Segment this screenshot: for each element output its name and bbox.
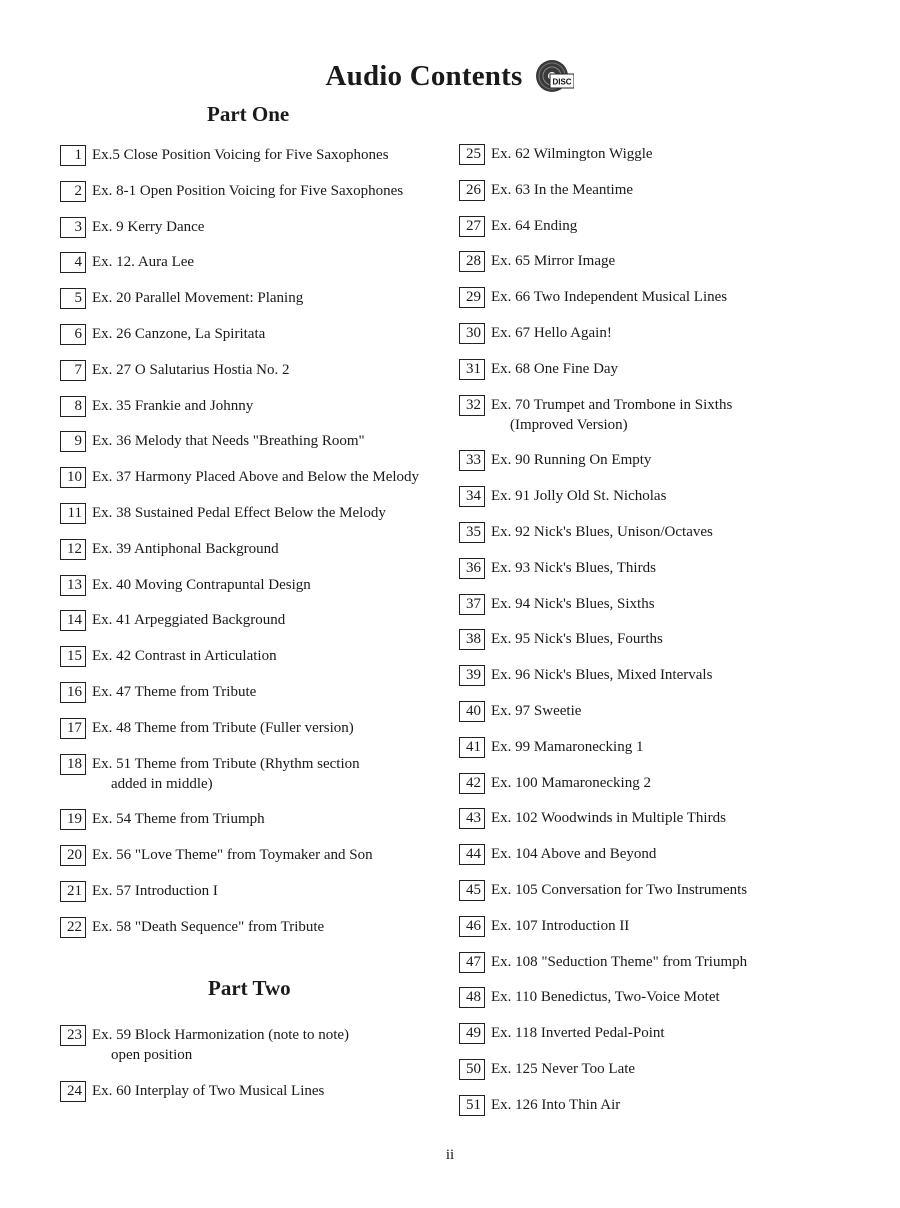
part-two-heading: Part Two xyxy=(208,976,291,1000)
track-title xyxy=(491,251,615,271)
track-title-line: Ex. 56 "Love Theme" from Toymaker and Son xyxy=(92,847,373,864)
track-number-box: 18 xyxy=(60,754,86,775)
track-title xyxy=(491,665,712,685)
track-number-box: 36 xyxy=(459,558,485,579)
track-item-51[interactable] xyxy=(459,1095,620,1116)
track-title xyxy=(92,181,403,201)
track-item-28[interactable] xyxy=(459,251,615,272)
track-title xyxy=(92,467,419,487)
track-title xyxy=(491,952,747,972)
track-number-box: 42 xyxy=(459,773,485,794)
track-item-2[interactable] xyxy=(60,181,403,202)
track-title xyxy=(92,881,218,901)
track-title xyxy=(491,450,651,470)
track-item-34[interactable] xyxy=(459,486,666,507)
track-item-21[interactable] xyxy=(60,881,218,902)
track-item-45[interactable] xyxy=(459,880,747,901)
track-number-box: 50 xyxy=(459,1059,485,1080)
track-title-line: Ex. 97 Sweetie xyxy=(491,703,582,719)
svg-text:DISC: DISC xyxy=(552,77,573,87)
track-title xyxy=(92,754,360,794)
track-item-40[interactable] xyxy=(459,701,581,722)
track-number-box: 29 xyxy=(459,287,485,308)
track-item-48[interactable] xyxy=(459,987,720,1008)
track-title-line: Ex. 94 Nick's Blues, Sixths xyxy=(491,595,655,612)
track-number-box: 12 xyxy=(60,539,86,560)
track-title xyxy=(92,917,324,937)
audio-disc-icon xyxy=(534,58,574,94)
track-number-box: 21 xyxy=(60,881,86,902)
track-title-line: Ex. 95 Nick's Blues, Fourths xyxy=(491,631,663,648)
track-item-26[interactable] xyxy=(459,180,633,201)
page-title: Audio Contents xyxy=(325,59,523,92)
track-title-line: Ex. 100 Mamaronecking 2 xyxy=(491,774,651,791)
track-title-line: Ex. 60 Interplay of Two Musical Lines xyxy=(92,1083,325,1099)
track-title xyxy=(92,396,253,416)
track-title-continuation: (Improved Version) xyxy=(510,416,628,433)
track-title xyxy=(491,216,577,236)
track-title xyxy=(491,180,633,200)
track-number-box: 24 xyxy=(60,1081,86,1102)
track-number-box: 45 xyxy=(459,880,485,901)
track-number-box: 9 xyxy=(60,431,86,452)
track-item-44[interactable] xyxy=(459,844,656,865)
track-item-1[interactable] xyxy=(60,145,389,166)
track-title-line: Ex. 62 Wilmington Wiggle xyxy=(491,146,653,162)
track-number-box: 46 xyxy=(459,916,485,937)
track-title-line: Ex. 38 Sustained Pedal Effect Below the Melody xyxy=(92,505,386,521)
track-title-line: Ex. 54 Theme from Triumph xyxy=(92,811,265,828)
track-item-24[interactable] xyxy=(60,1081,324,1102)
track-item-15[interactable] xyxy=(60,646,277,667)
track-number-box: 43 xyxy=(459,808,485,829)
track-number-box: 47 xyxy=(459,952,485,973)
track-number-box: 25 xyxy=(459,144,485,165)
track-item-4[interactable] xyxy=(60,252,194,273)
track-item-14[interactable] xyxy=(60,610,285,631)
track-title-line: Ex. 92 Nick's Blues, Unison/Octaves xyxy=(491,524,713,540)
track-title xyxy=(92,1025,349,1065)
track-number-box: 2 xyxy=(60,181,86,202)
track-title-line: Ex. 110 Benedictus, Two-Voice Motet xyxy=(491,989,720,1006)
track-item-39[interactable] xyxy=(459,665,712,686)
track-title xyxy=(92,324,265,344)
track-title-line: Ex. 66 Two Independent Musical Lines xyxy=(491,289,728,306)
track-item-13[interactable] xyxy=(60,575,311,596)
track-title xyxy=(491,144,653,164)
track-item-8[interactable] xyxy=(60,396,253,417)
track-title xyxy=(491,701,581,721)
track-number-box: 4 xyxy=(60,252,86,273)
track-item-23[interactable] xyxy=(60,1025,349,1065)
track-title-line: Ex. 8-1 Open Position Voicing for Five Saxophones xyxy=(92,182,404,199)
part-one-heading: Part One xyxy=(207,102,290,126)
track-title xyxy=(92,1081,324,1101)
track-item-38[interactable] xyxy=(459,629,663,650)
track-number-box: 20 xyxy=(60,845,86,866)
track-title-line: Ex. 9 Kerry Dance xyxy=(92,218,205,235)
track-item-25[interactable] xyxy=(459,144,653,165)
track-number-box: 51 xyxy=(459,1095,485,1116)
track-number-box: 3 xyxy=(60,217,86,238)
track-title xyxy=(491,1095,620,1115)
track-title-line: Ex. 57 Introduction I xyxy=(92,883,218,899)
track-title xyxy=(491,773,651,793)
track-item-49[interactable] xyxy=(459,1023,665,1044)
track-title xyxy=(491,558,656,578)
track-item-10[interactable] xyxy=(60,467,419,488)
track-item-16[interactable] xyxy=(60,682,256,703)
track-number-box: 41 xyxy=(459,737,485,758)
track-number-box: 49 xyxy=(459,1023,485,1044)
track-item-43[interactable] xyxy=(459,808,726,829)
track-number-box: 1 xyxy=(60,145,86,166)
track-title-line: Ex. 12. Aura Lee xyxy=(92,254,195,271)
track-number-box: 40 xyxy=(459,701,485,722)
track-title xyxy=(92,809,265,829)
track-title-line: Ex. 104 Above and Beyond xyxy=(491,846,657,863)
track-title xyxy=(491,395,732,435)
track-title xyxy=(491,359,618,379)
track-item-35[interactable] xyxy=(459,522,713,543)
track-number-box: 16 xyxy=(60,682,86,703)
track-title xyxy=(491,287,727,307)
track-title xyxy=(92,288,303,308)
track-title-line: Ex. 63 In the Meantime xyxy=(491,181,634,198)
track-title xyxy=(92,682,256,702)
track-title xyxy=(92,646,277,666)
track-title-line: Ex. 99 Mamaronecking 1 xyxy=(491,738,644,755)
track-title-line: Ex. 59 Block Harmonization (note to note) xyxy=(92,1027,350,1043)
track-title xyxy=(491,1059,635,1079)
track-item-18[interactable] xyxy=(60,754,360,794)
track-number-box: 35 xyxy=(459,522,485,543)
track-title xyxy=(92,360,289,380)
track-title xyxy=(92,718,354,738)
track-number-box: 32 xyxy=(459,395,485,416)
track-item-46[interactable] xyxy=(459,916,629,937)
track-number-box: 11 xyxy=(60,503,86,524)
track-item-22[interactable] xyxy=(60,917,324,938)
track-title-continuation: open position xyxy=(111,1047,193,1063)
track-title-continuation: added in middle) xyxy=(111,775,213,792)
track-number-box: 33 xyxy=(459,450,485,471)
track-title xyxy=(92,217,204,237)
track-title-line: Ex. 70 Trumpet and Trombone in Sixths xyxy=(491,396,733,413)
track-title-line: Ex. 51 Theme from Tribute (Rhythm section xyxy=(92,755,360,772)
track-number-box: 19 xyxy=(60,809,86,830)
track-title-line: Ex. 96 Nick's Blues, Mixed Intervals xyxy=(491,667,713,684)
track-title-line: Ex. 27 O Salutarius Hostia No. 2 xyxy=(92,361,290,378)
track-title-line: Ex. 93 Nick's Blues, Thirds xyxy=(491,559,656,576)
track-item-5[interactable] xyxy=(60,288,303,309)
track-number-box: 44 xyxy=(459,844,485,865)
page-number: ii xyxy=(445,1147,455,1163)
track-title-line: Ex. 107 Introduction II xyxy=(491,917,630,934)
track-title xyxy=(491,916,629,936)
track-title xyxy=(92,539,279,559)
track-title-line: Ex. 126 Into Thin Air xyxy=(491,1096,621,1113)
track-item-42[interactable] xyxy=(459,773,651,794)
track-item-31[interactable] xyxy=(459,359,618,380)
track-number-box: 15 xyxy=(60,646,86,667)
track-number-box: 10 xyxy=(60,467,86,488)
track-title xyxy=(491,808,726,828)
track-item-30[interactable] xyxy=(459,323,612,344)
track-title-line: Ex. 37 Harmony Placed Above and Below the Melody xyxy=(92,469,420,486)
track-item-20[interactable] xyxy=(60,845,373,866)
track-item-6[interactable] xyxy=(60,324,265,345)
title-row xyxy=(0,58,900,102)
track-title xyxy=(92,575,311,595)
track-item-41[interactable] xyxy=(459,737,643,758)
track-item-50[interactable] xyxy=(459,1059,635,1080)
track-title xyxy=(491,486,666,506)
track-item-11[interactable] xyxy=(60,503,386,524)
track-title-line: Ex. 58 "Death Sequence" from Tribute xyxy=(92,918,325,935)
track-title-line: Ex. 125 Never Too Late xyxy=(491,1061,636,1077)
track-title xyxy=(92,252,194,272)
track-title xyxy=(92,431,365,451)
track-title-line: Ex. 48 Theme from Tribute (Fuller version) xyxy=(92,719,354,736)
track-title-line: Ex. 35 Frankie and Johnny xyxy=(92,397,254,414)
track-title xyxy=(491,629,663,649)
track-title xyxy=(491,522,713,542)
track-title-line: Ex. 90 Running On Empty xyxy=(491,452,652,469)
track-item-7[interactable] xyxy=(60,360,289,381)
track-number-box: 14 xyxy=(60,610,86,631)
track-item-47[interactable] xyxy=(459,952,747,973)
track-item-36[interactable] xyxy=(459,558,656,579)
track-title xyxy=(92,610,285,630)
track-title xyxy=(491,1023,665,1043)
track-title-line: Ex. 108 "Seduction Theme" from Triumph xyxy=(491,953,748,970)
track-number-box: 7 xyxy=(60,360,86,381)
track-title-line: Ex. 40 Moving Contrapuntal Design xyxy=(92,576,311,593)
track-number-box: 31 xyxy=(459,359,485,380)
track-title-line: Ex. 42 Contrast in Articulation xyxy=(92,648,277,665)
track-item-3[interactable] xyxy=(60,217,204,238)
track-number-box: 48 xyxy=(459,987,485,1008)
track-title-line: Ex. 41 Arpeggiated Background xyxy=(92,612,286,629)
track-item-17[interactable] xyxy=(60,718,354,739)
track-title-line: Ex. 26 Canzone, La Spiritata xyxy=(92,326,266,342)
track-item-32[interactable] xyxy=(459,395,732,435)
track-title-line: Ex. 105 Conversation for Two Instruments xyxy=(491,882,748,898)
track-title-line: Ex.5 Close Position Voicing for Five Saxophones xyxy=(92,147,389,163)
track-title-line: Ex. 118 Inverted Pedal-Point xyxy=(491,1025,665,1042)
track-number-box: 6 xyxy=(60,324,86,345)
track-number-box: 28 xyxy=(459,251,485,272)
track-number-box: 26 xyxy=(459,180,485,201)
track-number-box: 30 xyxy=(459,323,485,344)
track-title-line: Ex. 36 Melody that Needs "Breathing Room" xyxy=(92,433,365,450)
track-item-37[interactable] xyxy=(459,594,655,615)
track-title xyxy=(491,594,655,614)
track-title-line: Ex. 65 Mirror Image xyxy=(491,253,616,270)
track-number-box: 22 xyxy=(60,917,86,938)
track-number-box: 39 xyxy=(459,665,485,686)
track-title-line: Ex. 102 Woodwinds in Multiple Thirds xyxy=(491,810,726,827)
track-title-line: Ex. 64 Ending xyxy=(491,217,578,234)
track-title xyxy=(491,844,656,864)
track-number-box: 23 xyxy=(60,1025,86,1046)
track-item-9[interactable] xyxy=(60,431,365,452)
track-number-box: 27 xyxy=(459,216,485,237)
track-number-box: 8 xyxy=(60,396,86,417)
track-title xyxy=(92,145,389,165)
track-title xyxy=(491,737,643,757)
track-title xyxy=(491,987,720,1007)
track-title-line: Ex. 39 Antiphonal Background xyxy=(92,540,279,557)
track-title-line: Ex. 47 Theme from Tribute xyxy=(92,684,257,700)
track-item-33[interactable] xyxy=(459,450,651,471)
track-item-29[interactable] xyxy=(459,287,727,308)
track-title-line: Ex. 91 Jolly Old St. Nicholas xyxy=(491,488,667,505)
track-number-box: 13 xyxy=(60,575,86,596)
track-item-27[interactable] xyxy=(459,216,577,237)
track-title-line: Ex. 68 One Fine Day xyxy=(491,360,619,377)
track-number-box: 38 xyxy=(459,629,485,650)
track-number-box: 34 xyxy=(459,486,485,507)
track-title xyxy=(92,503,386,523)
track-title xyxy=(491,880,747,900)
track-title-line: Ex. 67 Hello Again! xyxy=(491,325,612,341)
track-number-box: 5 xyxy=(60,288,86,309)
track-title-line: Ex. 20 Parallel Movement: Planing xyxy=(92,290,304,307)
track-item-19[interactable] xyxy=(60,809,265,830)
track-number-box: 17 xyxy=(60,718,86,739)
track-number-box: 37 xyxy=(459,594,485,615)
track-title xyxy=(92,845,373,865)
track-title xyxy=(491,323,612,343)
track-item-12[interactable] xyxy=(60,539,279,560)
